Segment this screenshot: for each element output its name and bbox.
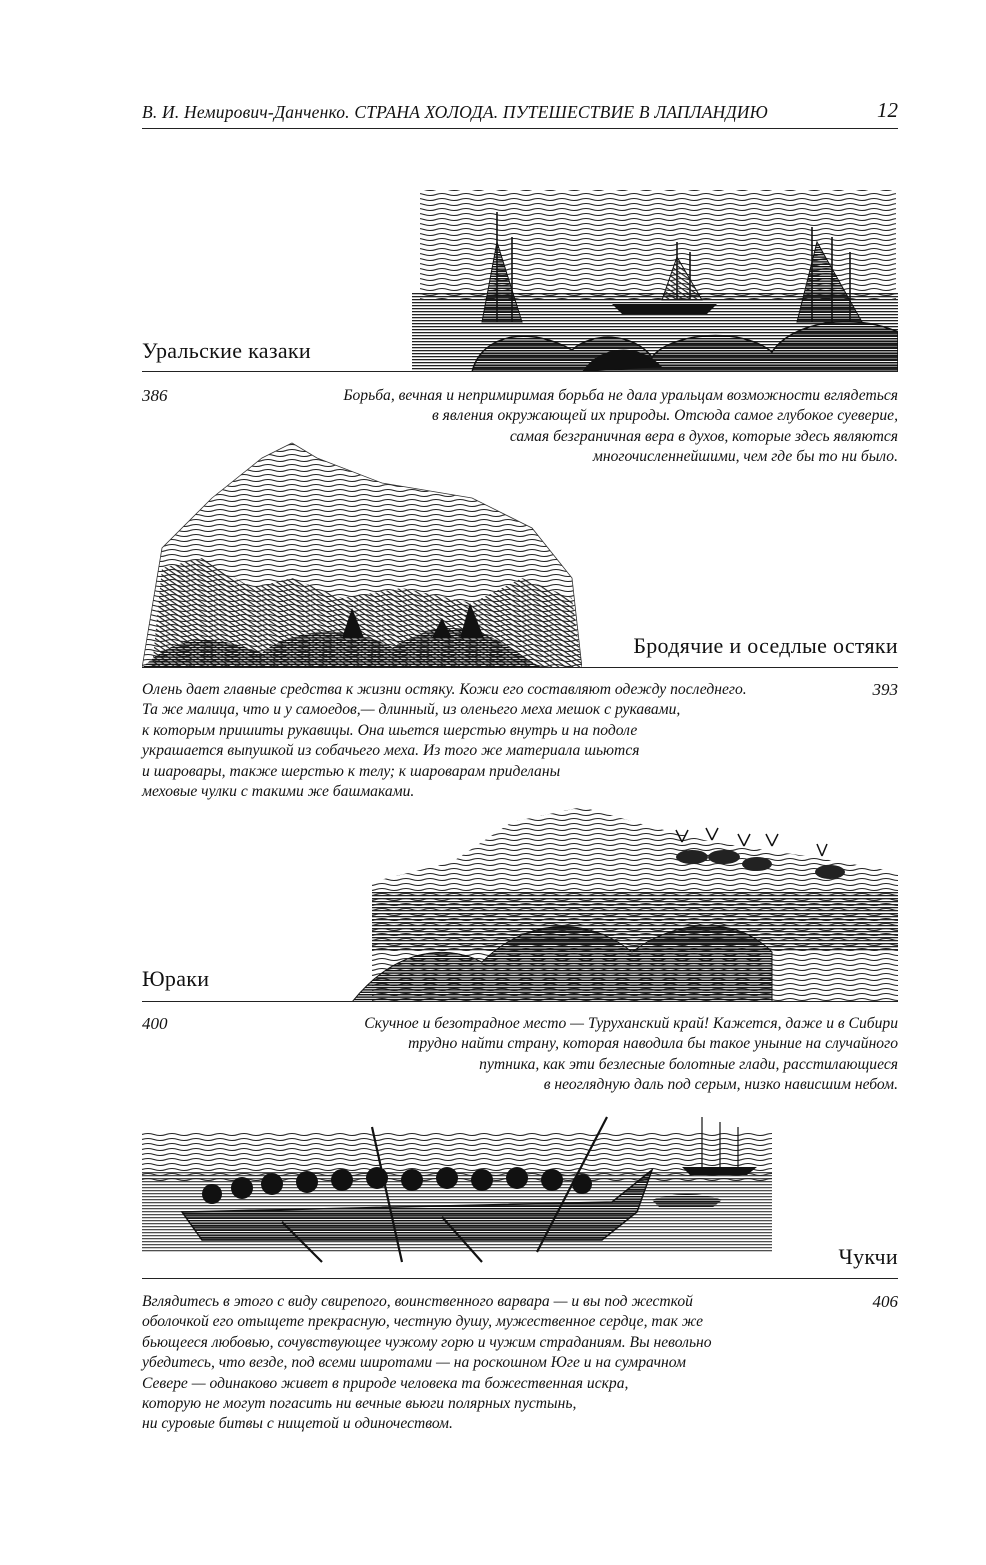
- section-caption: [142, 1292, 842, 1435]
- caption-line: Та же малица, что и у самоедов,— длинный, из оленьего меха мешок с рукавами,: [142, 701, 681, 719]
- boat-engraving-icon: [142, 1112, 772, 1277]
- page-reference: 400: [142, 1014, 168, 1033]
- illustration-ships: [412, 182, 898, 372]
- ships-engraving-icon: [412, 182, 898, 372]
- page-number: 12: [877, 98, 898, 122]
- caption-line: в неоглядную даль под серым, низко нависшим небом.: [543, 1076, 898, 1094]
- caption-line: трудно найти страну, которая наводила бы такое уныние на случайного: [408, 1035, 898, 1053]
- illustration-mountain: [142, 438, 582, 668]
- page-reference: 386: [142, 386, 168, 405]
- caption-line: и шаровары, также шерстью к телу; к шароварам приделаны: [142, 762, 561, 780]
- caption-line: Вглядитесь в этого с виду свирепого, воинственного варвара — и вы под жесткой: [142, 1293, 693, 1310]
- caption-line: самая безграничная вера в духов, которые здесь являются: [509, 427, 898, 445]
- caption-line: Севере — одинаково живет в природе человека та божественная искра,: [142, 1374, 629, 1392]
- caption-line: оболочкой его отыщете прекрасную, честную душу, мужественное сердце, так же: [142, 1313, 704, 1331]
- section-heading: Уральские казаки: [142, 338, 311, 363]
- caption-line: Олень дает главные средства к жизни остяку. Кожи его составляют одежду последнего.: [142, 681, 747, 698]
- caption-line: ни суровые битвы с нищетой и одиночеством.: [142, 1415, 453, 1433]
- mountain-engraving-icon: [142, 438, 582, 668]
- page-reference: 406: [872, 1292, 898, 1311]
- caption-line: убедитесь, что везде, под всеми широтами — на роскошном Юге и на сумрачном: [142, 1354, 686, 1372]
- running-header: [142, 98, 898, 129]
- caption-line: бьющееся любовью, сочувствующее чужому горю и чужим страданиям. Вы невольно: [142, 1333, 712, 1351]
- illustration-boat: [142, 1112, 772, 1277]
- caption-line: меховые чулки с такими же башмаками.: [142, 783, 415, 801]
- section-rule: [142, 371, 898, 372]
- running-title: В. И. Немирович-Данченко. СТРАНА ХОЛОДА. ПУТЕШЕСТВИЕ В ЛАПЛАНДИЮ: [142, 102, 768, 122]
- section-rule: [142, 1278, 898, 1279]
- section-heading: Юраки: [142, 966, 210, 991]
- section-heading: Бродячие и оседлые остяки: [633, 633, 898, 658]
- section-rule: [142, 667, 898, 668]
- page-reference: 393: [872, 680, 898, 699]
- caption-line: к которым пришиты рукавицы. Она шьется шерстью внутрь и на подоле: [142, 721, 638, 739]
- caption-line: украшается выпушкой из собачьего меха. Из того же материала шьются: [142, 742, 640, 760]
- illustration-reindeer: [352, 802, 898, 1002]
- caption-line: в явления окружающей их природы. Отсюда самое глубокое суеверие,: [431, 407, 898, 425]
- caption-line: путника, как эти безлесные болотные глади, расстилающиеся: [479, 1055, 898, 1073]
- reindeer-engraving-icon: [352, 802, 898, 1002]
- caption-line: Скучное и безотрадное место — Туруханский край! Кажется, даже и в Сибири: [364, 1015, 898, 1032]
- caption-line: Борьба, вечная и непримиримая борьба не дала уральцам возможности вглядеться: [343, 387, 898, 404]
- section-caption: [218, 1014, 898, 1096]
- caption-line: которую не могут погасить ни вечные вьюги полярных пустынь,: [142, 1395, 577, 1413]
- section-rule: [142, 1001, 898, 1002]
- section-caption: [142, 680, 842, 802]
- section-heading: Чукчи: [838, 1244, 898, 1269]
- caption-line: многочисленнейшими, чем где бы то ни было.: [592, 448, 898, 466]
